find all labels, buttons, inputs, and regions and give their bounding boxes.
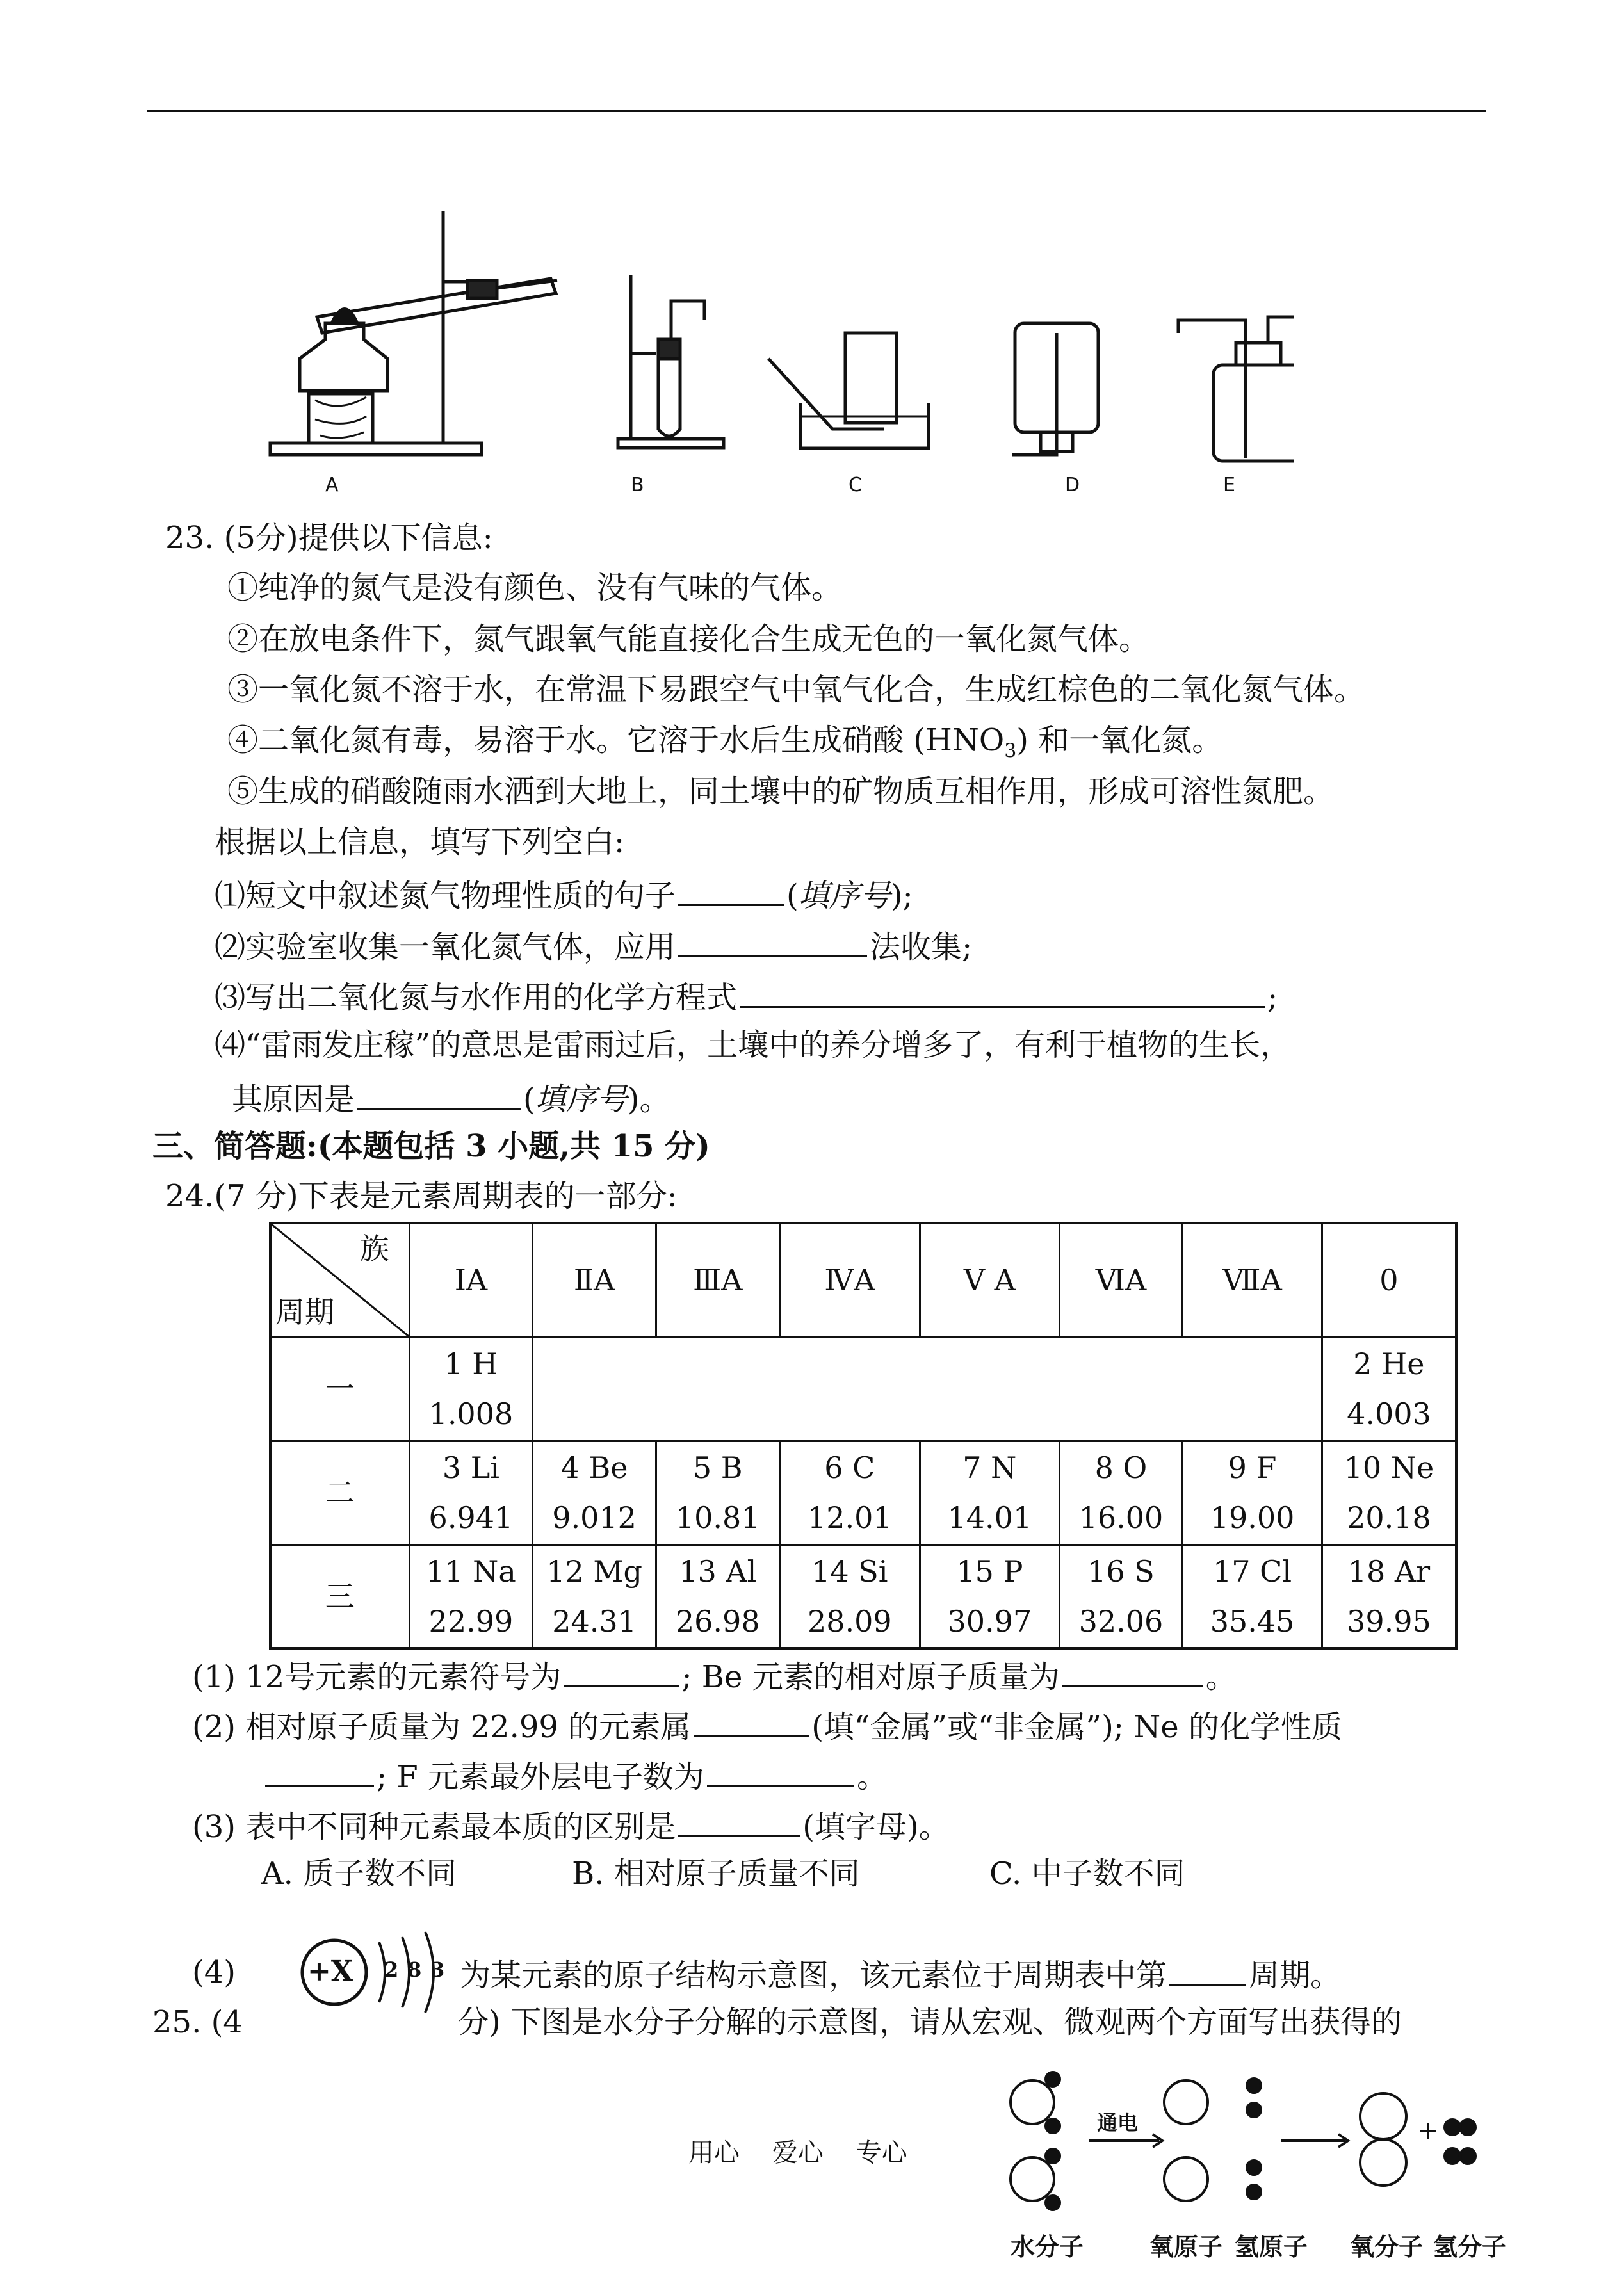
q25-text: 分) 下图是水分子分解的示意图，请从宏观、微观两个方面写出获得的	[458, 2004, 1402, 2040]
element-cell	[779, 1441, 920, 1545]
bottle-e	[1214, 365, 1294, 461]
empty-span-cell	[533, 1337, 1322, 1441]
q23-part-3-end: ;	[1267, 980, 1278, 1016]
header-rule	[147, 110, 1486, 112]
q23-blank-1[interactable]	[678, 873, 784, 906]
element-mass: 14.01	[947, 1500, 1032, 1535]
q23-part-1-end: );	[890, 878, 913, 914]
q24-blank-3[interactable]	[694, 1705, 809, 1737]
apparatus-label-b: B	[631, 474, 644, 496]
element-mass: 6.941	[428, 1500, 514, 1535]
element-cell	[409, 1545, 533, 1648]
q23-part-2-end: 法收集;	[870, 929, 973, 965]
q23-fact-2: ②在放电条件下，氮气跟氧气能直接化合生成无色的一氧化氮气体。	[227, 621, 1150, 657]
table-header-row	[270, 1223, 1456, 1337]
element-symbol: 13 Al	[679, 1553, 757, 1589]
atom-structure-diagram	[295, 1924, 455, 2027]
period-label: 一	[270, 1337, 409, 1441]
q23-fact-3: ③一氧化氮不溶于水，在常温下易跟空气中氧气化合，生成红棕色的二氧化氮气体。	[227, 672, 1365, 708]
q23-blank-3[interactable]	[740, 975, 1265, 1008]
q23-part-4: ⑷“雷雨发庄稼”的意思是雷雨过后，土壤中的养分增多了，有利于植物的生长，	[215, 1027, 1292, 1063]
apparatus-label-c: C	[849, 474, 862, 496]
q23-part-4-text: 其原因是	[232, 1082, 355, 1117]
q23-instruction: 根据以上信息，填写下列空白:	[215, 824, 625, 860]
q24-heading: 24.(7 分)下表是元素周期表的一部分:	[165, 1178, 678, 1214]
element-cell	[533, 1545, 656, 1648]
q24-sub-4-text: 为某元素的原子结构示意图，该元素位于周期表中第	[460, 1958, 1167, 1993]
test-tube-b	[658, 359, 680, 436]
corner-group-label: 族	[359, 1231, 389, 1266]
element-cell	[1059, 1545, 1183, 1648]
label-hydrogen-molecule: 氢分子	[1433, 2232, 1507, 2261]
q23-part-3	[215, 975, 1278, 1017]
q23-part-4-end: )。	[627, 1082, 670, 1117]
element-cell	[920, 1545, 1060, 1648]
element-mass: 9.012	[552, 1500, 637, 1535]
q24-blank-5[interactable]	[707, 1755, 854, 1787]
q23-fact-4-sub: 3	[1004, 740, 1017, 763]
atom-shell-1: 2	[384, 1958, 399, 1982]
element-symbol: 6 C	[824, 1450, 875, 1485]
q24-sub-2-text: (2) 相对原子质量为 22.99 的元素属	[192, 1709, 692, 1745]
q24-sub-4-label: (4)	[192, 1954, 236, 1990]
group-header: ⅣA	[779, 1223, 920, 1337]
gas-jar-c	[845, 333, 897, 423]
q24-sub-2-end: 。	[857, 1759, 888, 1795]
q24-option-c: C. 中子数不同	[989, 1856, 1185, 1892]
q23-part-1-hint: 填序号	[798, 878, 891, 914]
q24-option-a: A. 质子数不同	[261, 1856, 457, 1892]
element-symbol: 15 P	[956, 1553, 1023, 1589]
water-decomposition-figure	[999, 2065, 1537, 2244]
q24-sub-1	[192, 1655, 1237, 1696]
q24-sub-1-mid: ; Be 元素的相对原子质量为	[681, 1659, 1060, 1695]
q24-option-b: B. 相对原子质量不同	[572, 1856, 860, 1892]
element-cell	[656, 1545, 779, 1648]
q24-blank-1[interactable]	[564, 1655, 679, 1687]
element-cell	[779, 1545, 920, 1648]
element-mass: 12.01	[807, 1500, 892, 1535]
q24-blank-7[interactable]	[1169, 1953, 1246, 1986]
element-symbol: 17 Cl	[1213, 1553, 1292, 1589]
element-cell	[1322, 1441, 1456, 1545]
label-oxygen-molecule: 氧分子	[1350, 2232, 1424, 2261]
q23-part-2	[215, 925, 972, 966]
element-symbol: 11 Na	[425, 1553, 516, 1589]
q23-fact-5: ⑤生成的硝酸随雨水洒到大地上，同土壤中的矿物质互相作用，形成可溶性氮肥。	[227, 774, 1335, 809]
group-header: ⅥA	[1059, 1223, 1183, 1337]
q24-blank-6[interactable]	[678, 1804, 800, 1837]
element-cell	[1059, 1441, 1183, 1545]
q23-fact-1: ①纯净的氮气是没有颜色、没有气味的气体。	[227, 570, 843, 606]
table-row-period-2	[270, 1441, 1456, 1545]
q23-part-1-paren: (	[786, 878, 799, 914]
q23-part-1-text: ⑴短文中叙述氮气物理性质的句子	[215, 878, 676, 914]
q23-part-3-text: ⑶写出二氧化氮与水作用的化学方程式	[215, 980, 738, 1016]
element-mass: 10.81	[675, 1500, 760, 1535]
apparatus-label-e: E	[1223, 474, 1235, 496]
q23-fact-4-tail: ) 和一氧化氮。	[1016, 722, 1223, 758]
q23-part-4-cont	[232, 1077, 670, 1119]
element-mass: 26.98	[675, 1603, 760, 1639]
atom-shell-2: 8	[407, 1958, 422, 1982]
label-water-molecule: 水分子	[1011, 2232, 1084, 2261]
q23-fact-4-text: ④二氧化氮有毒，易溶于水。它溶于水后生成硝酸 (HNO	[227, 722, 1005, 758]
q23-part-1	[215, 873, 913, 915]
page-footer: 用心 爱心 专心	[688, 2138, 907, 2168]
q24-sub-2-cont	[263, 1755, 888, 1796]
stand-a-base	[270, 443, 482, 455]
element-mass: 24.31	[552, 1603, 637, 1639]
element-symbol: 4 Be	[560, 1450, 628, 1485]
element-symbol: 12 Mg	[546, 1553, 642, 1589]
label-oxygen-atom: 氧原子	[1149, 2232, 1223, 2261]
q23-blank-2[interactable]	[678, 925, 867, 957]
element-symbol: 10 Ne	[1344, 1450, 1434, 1485]
q23-part-2-text: ⑵实验室收集一氧化氮气体，应用	[215, 929, 676, 965]
q25-number: 25. (4	[152, 2004, 243, 2040]
element-mass: 22.99	[428, 1603, 514, 1639]
element-symbol: 1 H	[444, 1347, 498, 1381]
element-symbol: 7 N	[962, 1450, 1017, 1485]
element-cell	[1322, 1337, 1456, 1441]
stand-b-base	[618, 439, 724, 448]
q23-blank-4[interactable]	[357, 1077, 521, 1110]
q23-part-4-paren: (	[523, 1082, 535, 1117]
element-cell	[533, 1441, 656, 1545]
q24-sub-3-end: (填字母)。	[802, 1809, 950, 1845]
q23-part-4-hint: 填序号	[535, 1082, 628, 1117]
q24-sub-1-end: 。	[1205, 1659, 1237, 1695]
periodic-table	[269, 1222, 1458, 1650]
element-symbol: 8 O	[1094, 1450, 1148, 1485]
apparatus-label-d: D	[1065, 474, 1080, 496]
element-symbol: 2 He	[1353, 1347, 1425, 1381]
q24-sub-2-mid: (填“金属”或“非金属”); Ne 的化学性质	[811, 1709, 1342, 1745]
table-row-period-3	[270, 1545, 1456, 1648]
group-header: IA	[409, 1223, 533, 1337]
q24-blank-4[interactable]	[265, 1755, 374, 1787]
element-mass: 28.09	[807, 1603, 892, 1639]
group-header: Ⅴ A	[920, 1223, 1060, 1337]
alcohol-lamp	[300, 323, 387, 391]
q24-sub-3	[192, 1804, 950, 1846]
element-cell	[656, 1441, 779, 1545]
atom-nucleus-label: +X	[307, 1955, 353, 1988]
element-cell	[409, 1441, 533, 1545]
apparatus-figure	[256, 205, 1294, 506]
element-mass: 1.008	[428, 1397, 514, 1431]
group-header: ⅦA	[1183, 1223, 1322, 1337]
q24-sub-2-cont-text: ; F 元素最外层电子数为	[377, 1759, 704, 1795]
element-mass: 16.00	[1078, 1500, 1164, 1535]
table-row-period-1	[270, 1337, 1456, 1441]
element-symbol: 18 Ar	[1347, 1553, 1431, 1589]
element-cell	[1322, 1545, 1456, 1648]
element-symbol: 14 Si	[811, 1553, 888, 1589]
element-cell	[409, 1337, 533, 1441]
element-mass: 39.95	[1347, 1603, 1431, 1639]
q24-sub-1-text: (1) 12号元素的元素符号为	[192, 1659, 562, 1695]
element-cell	[1183, 1441, 1322, 1545]
q23-fact-4	[227, 721, 1222, 771]
group-header: ⅡA	[533, 1223, 656, 1337]
apparatus-label-a: A	[325, 474, 339, 496]
atom-shell-3: 3	[430, 1958, 445, 1982]
element-cell	[1183, 1545, 1322, 1648]
element-symbol: 16 S	[1087, 1553, 1155, 1589]
element-symbol: 9 F	[1228, 1450, 1277, 1485]
element-symbol: 3 Li	[442, 1450, 499, 1485]
element-symbol: 5 B	[692, 1450, 743, 1485]
plus-sign: +	[1417, 2116, 1439, 2146]
period-label: 二	[270, 1441, 409, 1545]
element-mass: 4.003	[1347, 1397, 1431, 1431]
q24-sub-4-end: 周期。	[1249, 1958, 1342, 1993]
group-header: 0	[1322, 1223, 1456, 1337]
element-cell	[920, 1441, 1060, 1545]
electrolysis-label: 通电	[1097, 2111, 1139, 2135]
element-mass: 30.97	[947, 1603, 1032, 1639]
section-3-heading: 三、简答题:(本题包括 3 小题,共 15 分)	[152, 1128, 710, 1164]
element-mass: 20.18	[1347, 1500, 1431, 1535]
q24-sub-4	[460, 1953, 1341, 1995]
element-mass: 35.45	[1210, 1603, 1295, 1639]
period-label: 三	[270, 1545, 409, 1648]
q24-sub-3-text: (3) 表中不同种元素最本质的区别是	[192, 1809, 676, 1845]
group-header: ⅢA	[656, 1223, 779, 1337]
table-corner-cell	[270, 1223, 409, 1337]
q24-sub-2	[192, 1705, 1342, 1746]
q24-blank-2[interactable]	[1062, 1655, 1203, 1687]
label-hydrogen-atom: 氢原子	[1235, 2232, 1308, 2261]
element-mass: 19.00	[1210, 1500, 1295, 1535]
water-trough	[800, 403, 929, 448]
element-mass: 32.06	[1078, 1603, 1164, 1639]
stopper-a	[467, 280, 497, 298]
corner-period-label: 周期	[275, 1294, 334, 1329]
q23-heading: 23. (5分)提供以下信息:	[165, 520, 493, 556]
